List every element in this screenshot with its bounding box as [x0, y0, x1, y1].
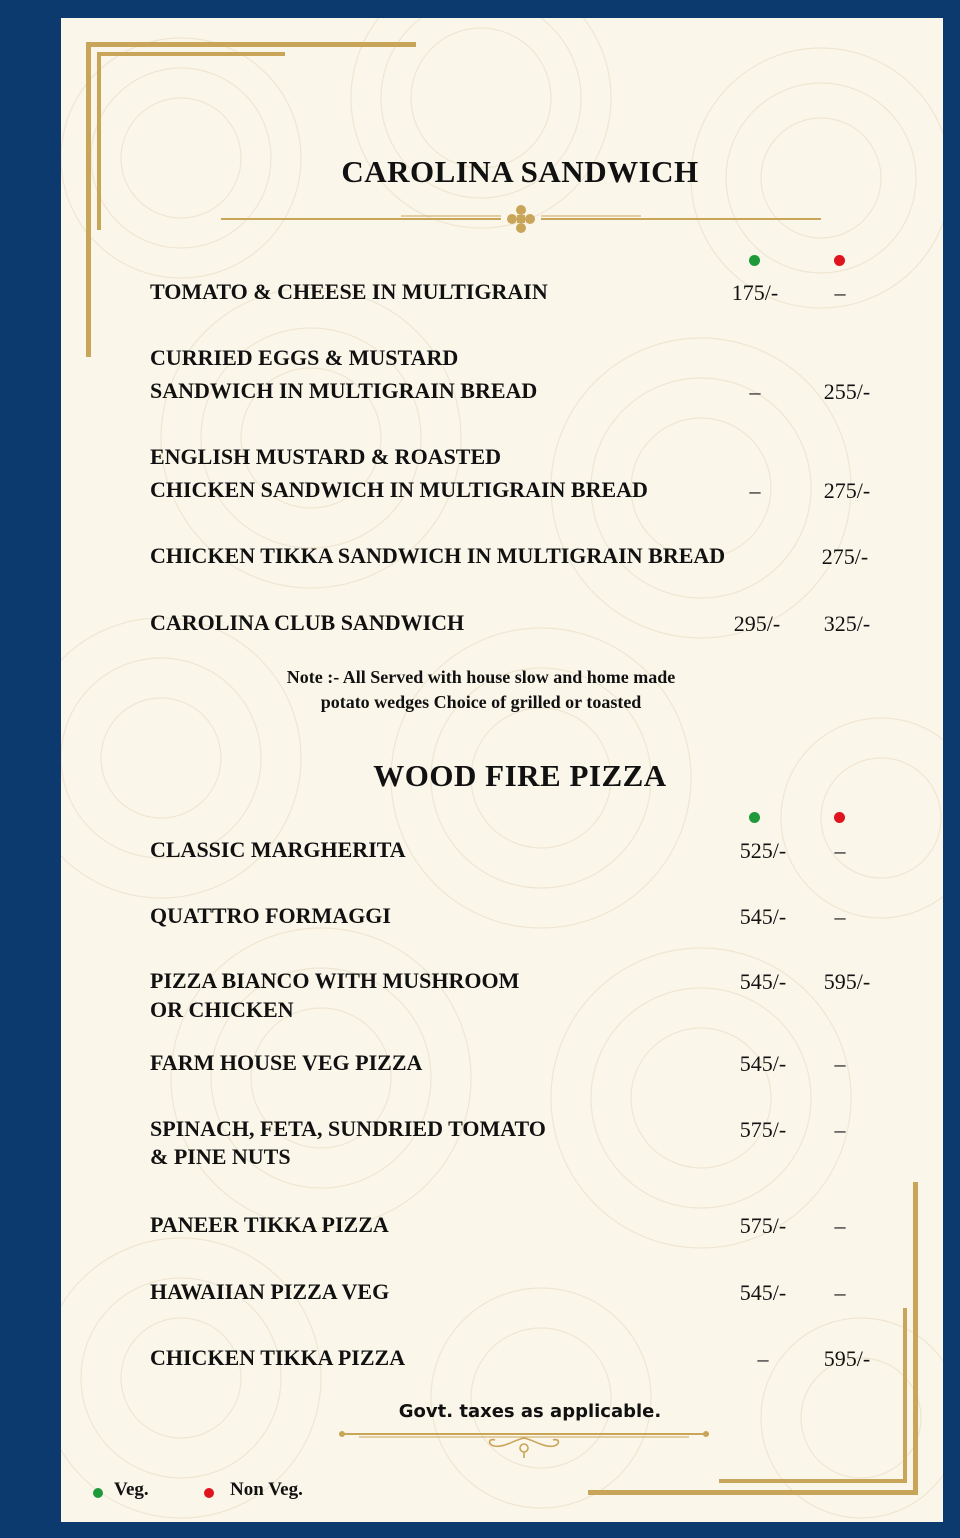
item-name: CHICKEN TIKKA PIZZA [150, 1345, 406, 1370]
corner-frame-top-left-outer-v [86, 42, 91, 357]
item-name-line1: SPINACH, FETA, SUNDRIED TOMATO [150, 1116, 546, 1141]
veg-price: 545/- [739, 1280, 787, 1305]
veg-indicator-icon [749, 255, 760, 266]
nonveg-price: – [834, 1213, 846, 1238]
nonveg-price: 255/- [823, 379, 871, 404]
item-name: TOMATO & CHEESE IN MULTIGRAIN [150, 279, 548, 304]
menu-page [61, 18, 943, 1522]
veg-price: 545/- [739, 1051, 787, 1076]
veg-price: 295/- [733, 611, 781, 636]
item-name: FARM HOUSE VEG PIZZA [150, 1050, 423, 1075]
veg-price: – [757, 1346, 769, 1371]
nonveg-price: 595/- [823, 1346, 871, 1371]
footer-ornament [339, 1426, 709, 1462]
nonveg-price: – [834, 838, 846, 863]
nonveg-price: – [834, 1051, 846, 1076]
legend-nonveg-icon [204, 1488, 214, 1498]
sandwich-note-line2: potato wedges Choice of grilled or toasted [320, 692, 642, 712]
corner-frame-bottom-right-inner-h [719, 1479, 907, 1483]
sandwich-note-line1: Note :- All Served with house slow and home made [286, 667, 676, 687]
veg-price: 545/- [739, 969, 787, 994]
veg-price: 525/- [739, 838, 787, 863]
legend-veg-icon [93, 1488, 103, 1498]
item-name-line2: & PINE NUTS [150, 1144, 291, 1169]
item-name-line2: CHICKEN SANDWICH IN MULTIGRAIN BREAD [150, 477, 648, 502]
nonveg-indicator-icon [834, 812, 845, 823]
item-name: HAWAIIAN PIZZA VEG [150, 1279, 390, 1304]
nonveg-price: 325/- [823, 611, 871, 636]
item-name-line2: OR CHICKEN [150, 997, 294, 1022]
nonveg-price: – [834, 1117, 846, 1142]
item-name-line2: SANDWICH IN MULTIGRAIN BREAD [150, 378, 538, 403]
section-title-sandwich: CAROLINA SANDWICH [341, 154, 699, 189]
nonveg-price: 595/- [823, 969, 871, 994]
nonveg-price: – [834, 280, 846, 305]
legend-veg-label: Veg. [114, 1479, 149, 1500]
veg-price: 575/- [739, 1213, 787, 1238]
item-name: CHICKEN TIKKA SANDWICH IN MULTIGRAIN BREAD [150, 543, 726, 568]
nonveg-indicator-icon [834, 255, 845, 266]
item-name: QUATTRO FORMAGGI [150, 903, 391, 928]
corner-frame-bottom-right-inner-v [903, 1308, 907, 1483]
veg-price: 575/- [739, 1117, 787, 1142]
corner-frame-top-left-outer-h [86, 42, 416, 47]
veg-price: 545/- [739, 904, 787, 929]
corner-frame-bottom-right-outer-v [913, 1182, 918, 1495]
item-name-line1: ENGLISH MUSTARD & ROASTED [150, 444, 502, 469]
veg-price: – [749, 379, 761, 404]
nonveg-price: – [834, 1280, 846, 1305]
item-name: CAROLINA CLUB SANDWICH [150, 610, 465, 635]
veg-indicator-icon [749, 812, 760, 823]
item-name-line1: PIZZA BIANCO WITH MUSHROOM [150, 968, 520, 993]
veg-price: – [749, 478, 761, 503]
nonveg-price: 275/- [823, 478, 871, 503]
tax-note: Govt. taxes as applicable. [398, 1401, 662, 1422]
legend-nonveg-label: Non Veg. [230, 1479, 303, 1500]
title-divider-ornament [221, 204, 821, 234]
item-name: PANEER TIKKA PIZZA [150, 1212, 389, 1237]
corner-frame-top-left-inner-h [97, 52, 285, 56]
veg-price: 175/- [731, 280, 779, 305]
item-name-line1: CURRIED EGGS & MUSTARD [150, 345, 459, 370]
nonveg-price: – [834, 904, 846, 929]
nonveg-price: 275/- [821, 544, 869, 569]
section-title-pizza: WOOD FIRE PIZZA [373, 758, 667, 793]
corner-frame-bottom-right-outer-h [588, 1490, 918, 1495]
item-name: CLASSIC MARGHERITA [150, 837, 406, 862]
corner-frame-top-left-inner-v [97, 52, 101, 230]
